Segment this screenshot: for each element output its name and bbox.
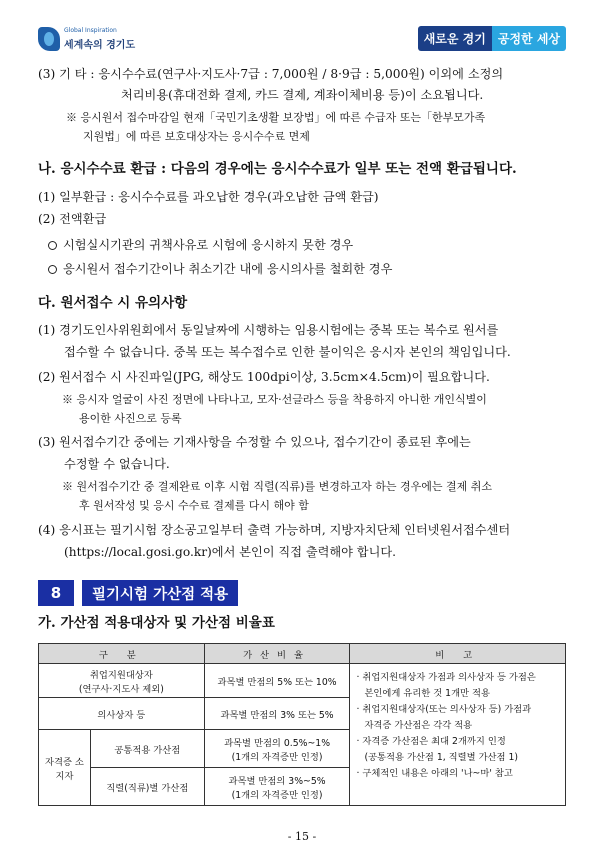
slogan-part-b: 공정한 세상 (492, 26, 566, 51)
table-header-row (39, 644, 566, 664)
table-row (39, 664, 566, 698)
gyeonggi-logo (38, 24, 138, 54)
logo-title: 세계속의 경기도 (64, 40, 136, 51)
row-rate: 과목별 만점의 0.5%~1% (1개의 자격증만 인정) (204, 730, 350, 768)
caution-3-line1: (3) 원서접수기간 중에는 기재사항을 수정할 수 있으나, 접수기간이 종료된 후에는 (38, 435, 471, 449)
caution-4-line2: (https://local.gosi.go.kr)에서 본인이 직접 출력해야 합니다. (64, 545, 396, 559)
caution-1-line1: (1) 경기도인사위원회에서 동일날짜에 시행하는 임용시험에는 중복 또는 복수로 원서를 (38, 323, 499, 337)
circle-bullet-icon (48, 241, 57, 250)
fee-note-line2: 지원법」에 따른 보호대상자는 응시수수료 면제 (83, 130, 310, 143)
row-rate: 과목별 만점의 5% 또는 10% (204, 664, 350, 698)
fee-item-3-line1: (3) 기 타 : 응시수수료(연구사·지도사·7급 : 7,000원 / 8·9급 : 5,000원) 이외에 소정의 (38, 67, 504, 81)
caution-4-line1: (4) 응시표는 필기시험 장소공고일부터 출력 가능하며, 지방자치단체 인터넷원서접수센터 (38, 523, 511, 537)
refund-sub-1: 시험실시기관의 귀책사유로 시험에 응시하지 못한 경우 (48, 237, 566, 253)
header-remarks: 비 고 (350, 644, 566, 664)
caution-3-note1: ※ 원서접수기간 중 결제완료 이후 시험 직렬(직류)를 변경하고자 하는 경우에는 결제 취소 (62, 480, 492, 493)
circle-bullet-icon (48, 265, 57, 274)
header-category: 구 분 (39, 644, 205, 664)
table-remarks: · 취업지원대상자 가점과 의사상자 등 가점은 본인에게 유리한 것 1개만 적용 · 취업지원대상자(또는 의사상자 등) 가점과 자격증 가산점은 각각 적용 · 자격증 가산점은 최대 2개까지 인정 (공통적용 가산점 1, 직렬별 가산점 1) · 구체적인 내용은 아래의 '나~마' 참고 (350, 664, 566, 806)
bonus-points-table (38, 643, 566, 806)
logo-tagline: Global Inspiration (64, 27, 117, 34)
refund-item-1: (1) 일부환급 : 응시수수료를 과오납한 경우(과오납한 금액 환급) (38, 190, 379, 204)
refund-item-2: (2) 전액환급 (38, 212, 107, 226)
fee-item-3-line2: 처리비용(휴대전화 결제, 카드 결제, 계좌이체비용 등)이 소요됩니다. (121, 88, 484, 102)
section-8-banner (38, 580, 238, 606)
page-header (38, 22, 566, 56)
caution-1-line2: 접수할 수 없습니다. 중복 또는 복수접수로 인한 불이익은 응시자 본인의 책임입니다. (64, 345, 511, 359)
row-rate: 과목별 만점의 3%~5% (1개의 자격증만 인정) (204, 768, 350, 806)
slogan-banner (418, 25, 566, 51)
refund-sub-2: 응시원서 접수기간이나 취소기간 내에 응시의사를 철회한 경우 (48, 261, 566, 277)
caution-3-note2: 후 원서작성 및 응시 수수료 결제를 다시 해야 함 (79, 499, 309, 512)
slogan-part-a: 새로운 경기 (418, 26, 492, 51)
section-number: 8 (38, 580, 74, 606)
gyeonggi-logo-icon (38, 27, 60, 51)
refund-heading: 나. 응시수수료 환급 : 다음의 경우에는 응시수수료가 일부 또는 전액 환급됩니다. (38, 161, 517, 177)
section-title: 필기시험 가산점 적용 (82, 580, 238, 606)
caution-2-note1: ※ 응시자 얼굴이 사진 정면에 나타나고, 모자·선글라스 등을 착용하지 아니한 개인식별이 (62, 393, 487, 406)
cautions-heading: 다. 원서접수 시 유의사항 (38, 295, 188, 311)
row-label: 취업지원대상자 (연구사·지도사 제외) (39, 664, 205, 698)
header-rate: 가산비율 (204, 644, 350, 664)
subsection-heading: 가. 가산점 적용대상자 및 가산점 비율표 (38, 615, 275, 631)
caution-2-note2: 용이한 사진으로 등록 (79, 412, 182, 425)
row-label: 직렬(직류)별 가산점 (90, 768, 204, 806)
row-label: 의사상자 등 (39, 698, 205, 730)
page-number: - 15 - (287, 830, 317, 843)
fee-note-line1: ※ 응시원서 접수마감일 현재「국민기초생활 보장법」에 따른 수급자 또는「한부모가족 (66, 111, 486, 124)
caution-3-line2: 수정할 수 없습니다. (64, 457, 170, 471)
row-group-label: 자격증 소지자 (39, 730, 91, 806)
caution-2-line1: (2) 원서접수 시 사진파일(JPG, 해상도 100dpi이상, 3.5cm×4.5cm)이 필요합니다. (38, 370, 490, 384)
row-label: 공통적용 가산점 (90, 730, 204, 768)
row-rate: 과목별 만점의 3% 또는 5% (204, 698, 350, 730)
